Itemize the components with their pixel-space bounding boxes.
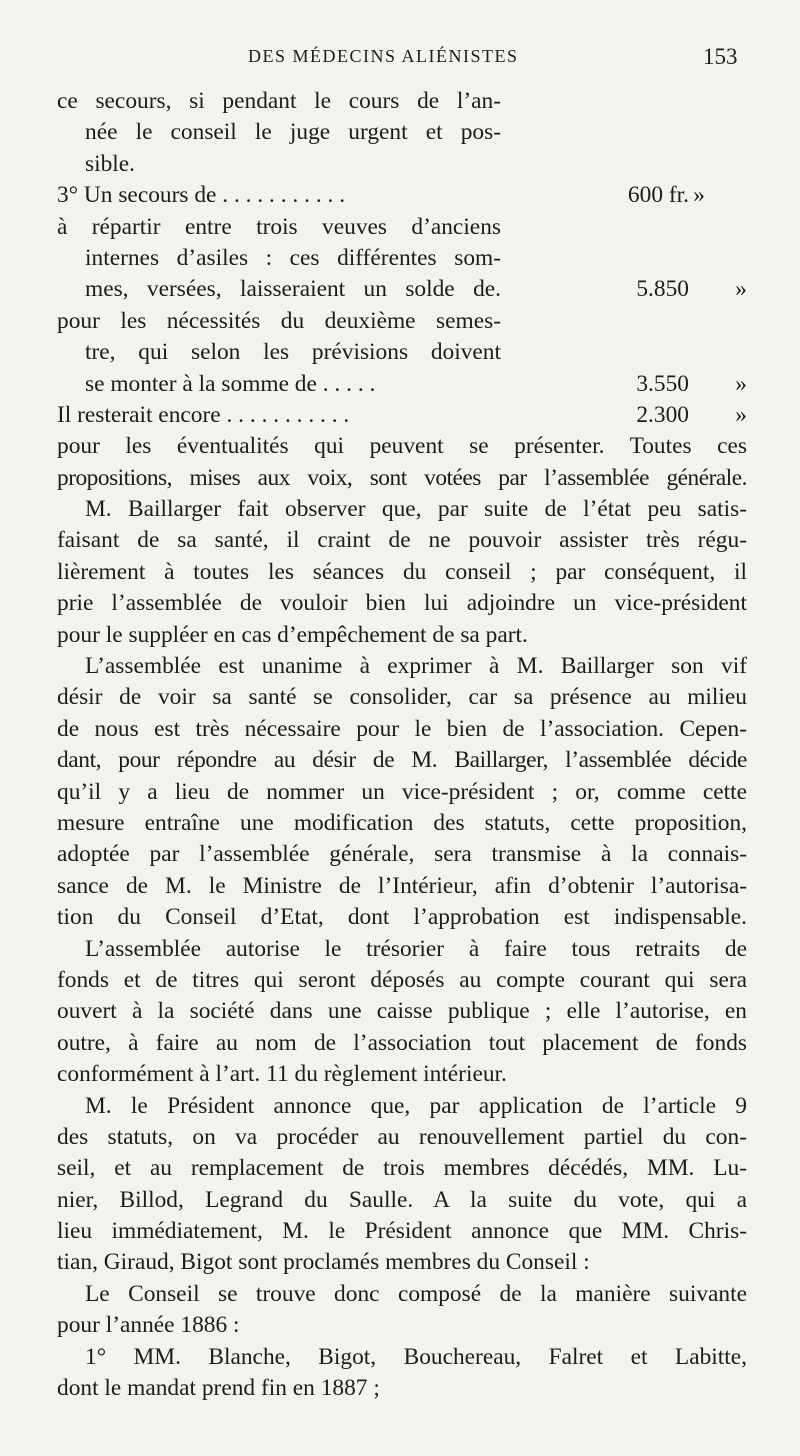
text-line: pour les éventualités qui peuvent se présenter. Toutes ces: [57, 433, 747, 460]
text-line: pour l’année 1886 :: [57, 1312, 240, 1339]
text-line: conformément à l’art. 11 du règlement intérieur.: [57, 1061, 507, 1088]
text-line: dont le mandat prend fin en 1887 ;: [57, 1375, 380, 1402]
text-line: qu’il y a lieu de nommer un vice-président ; or, comme cette: [57, 778, 747, 805]
paragraph-first-line: 1° MM. Blanche, Bigot, Bouchereau, Falret et Labitte,: [85, 1343, 747, 1370]
budget-line: mes, versées, laisseraient un solde de. 5.850 »: [57, 274, 747, 305]
amount-somme: 3.550: [636, 370, 689, 397]
text-line: mesure entraîne une modification des statuts, cette proposition,: [57, 809, 747, 836]
budget-line: pour les nécessités du deuxième semes-: [57, 307, 501, 334]
text-line: pour le suppléer en cas d’empêchement de sa part.: [57, 621, 528, 648]
ditto-mark: »: [735, 401, 747, 428]
paragraph-first-line: L’assemblée est unanime à exprimer à M. Baillarger son vif: [85, 653, 747, 680]
text-line: prie l’assemblée de vouloir bien lui adjoindre un vice-président: [57, 590, 747, 617]
text-line: tian, Giraud, Bigot sont proclamés membres du Conseil :: [57, 1249, 590, 1276]
ditto-mark: »: [735, 276, 747, 303]
text-line: faisant de sa santé, il craint de ne pouvoir assister très régu-: [57, 527, 747, 554]
text-line: seil, et au remplacement de trois membres décédés, MM. Lu-: [57, 1155, 747, 1182]
running-title: DES MÉDECINS ALIÉNISTES: [248, 46, 519, 66]
budget-line: née le conseil le juge urgent et pos-: [85, 119, 501, 146]
text-line: de nous est très nécessaire pour le bien de l’association. Cepen-: [57, 715, 747, 742]
text-line: des statuts, on va procéder au renouvellement partiel du con-: [57, 1123, 747, 1150]
text-line: adoptée par l’assemblée générale, sera transmise à la connais-: [57, 841, 747, 868]
page-header: [0, 44, 800, 74]
amount-reste: 2.300: [636, 401, 689, 428]
ditto-mark: »: [693, 182, 705, 209]
budget-line: ce secours, si pendant le cours de l’an-: [57, 88, 501, 114]
budget-line: se monter à la somme de . . . . . 3.550 »: [57, 369, 747, 400]
text-line: lièrement à toutes les séances du conseil ; par conséquent, il: [57, 558, 747, 585]
paragraph-first-line: L’assemblée autorise le trésorier à faire tous retraits de: [85, 935, 747, 962]
ditto-mark: »: [735, 370, 747, 397]
budget-line: à répartir entre trois veuves d’anciens: [57, 213, 501, 240]
paragraph-first-line: M. le Président annonce que, par application de l’article 9: [85, 1092, 747, 1119]
text-line: fonds et de titres qui seront déposés au compte courant qui sera: [57, 966, 747, 993]
text-line: outre, à faire au nom de l’association tout placement de fonds: [57, 1029, 747, 1056]
amount-solde: 5.850: [636, 276, 689, 303]
budget-line: internes d’asiles : ces différentes som-: [85, 244, 501, 271]
text-line: lieu immédiatement, M. le Président annonce que MM. Chris-: [57, 1218, 747, 1245]
budget-line: tre, qui selon les prévisions doivent: [85, 339, 501, 366]
paragraph-first-line: Le Conseil se trouve donc composé de la manière suivante: [85, 1280, 747, 1307]
body-text: [57, 86, 747, 1404]
budget-line: sible.: [85, 150, 136, 177]
text-line: ouvert à la société dans une caisse publique ; elle l’autorise, en: [57, 998, 747, 1025]
text-line: nier, Billod, Legrand du Saulle. A la suite du vote, qui a: [57, 1186, 747, 1213]
text-line: tion du Conseil d’Etat, dont l’approbation est indispensable.: [57, 904, 747, 931]
text-line: sance de M. le Ministre de l’Intérieur, afin d’obtenir l’autorisa-: [57, 872, 747, 899]
page-number: 153: [703, 44, 738, 69]
text-line: désir de voir sa santé se consolider, car sa présence au milieu: [57, 684, 747, 711]
amount-secours: 600 fr.: [627, 182, 689, 209]
budget-line: Il resterait encore . . . . . . . . . . . 2.300 »: [57, 400, 747, 431]
paragraph-first-line: M. Baillarger fait observer que, par suite de l’état peu satis-: [85, 496, 747, 523]
text-line: propositions, mises aux voix, sont votées par l’assemblée générale.: [57, 464, 747, 491]
budget-line: 3° Un secours de . . . . . . . . . . . 600 fr. »: [57, 180, 747, 211]
text-line: dant, pour répondre au désir de M. Baillarger, l’assemblée décide: [57, 747, 747, 774]
